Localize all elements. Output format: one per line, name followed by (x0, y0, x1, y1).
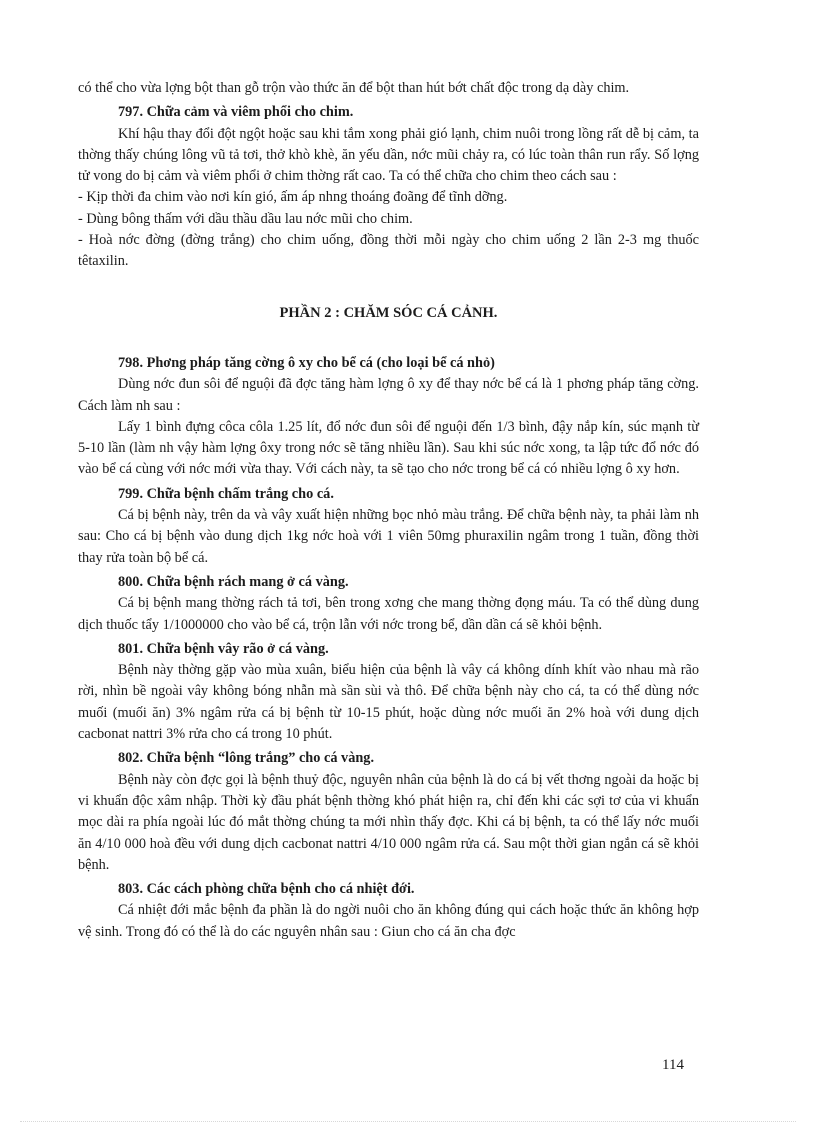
section-803-heading: 803. Các cách phòng chữa bệnh cho cá nhiệt đới. (118, 881, 415, 898)
page-content (78, 78, 699, 943)
intro-paragraph: có thể cho vừa lợng bột than gỗ trộn vào thức ăn để bột than hút bớt chất độc trong dạ dày chim. (78, 80, 630, 96)
section-800-heading: 800. Chữa bệnh rách mang ở cá vàng. (118, 573, 349, 590)
part-2-title: PHẦN 2 : CHĂM SÓC CÁ CẢNH. (279, 304, 498, 321)
section-802-heading: 802. Chữa bệnh “lông trắng” cho cá vàng. (118, 750, 375, 767)
section-798-paragraph-2: Lấy 1 bình đựng côca côla 1.25 lít, đổ nớc đun sôi để nguội đến 1/3 bình, đậy nắp kín, súc mạnh từ 5-10 lần (làm nh vậy hàm lợng ôxy trong nớc sẽ tăng nhiều lần). Sau khi súc nớc xong, ta lập tức đổ nớc đó vào bể cá cùng với nớc mới vừa thay. Với cách này, ta sẽ tạo cho nớc trong bể cá có nhiều lợng ô xy hơn. (78, 418, 699, 478)
section-798-heading: 798. Phơng pháp tăng cờng ô xy cho bể cá (cho loại bể cá nhỏ) (118, 354, 495, 371)
section-797-bullet-2: - Dùng bông thấm với dầu thầu dầu lau nớc mũi cho chim. (78, 210, 413, 227)
section-798-paragraph-1: Dùng nớc đun sôi để nguội đã đợc tăng hàm lợng ô xy để thay nớc bể cá là 1 phơng pháp tăng cờng. Cách làm nh sau : (78, 376, 699, 414)
section-801-paragraph: Bệnh này thờng gặp vào mùa xuân, biểu hiện của bệnh là vây cá không dính khít vào nhau mà rão rời, nhìn bề ngoài vây không bóng nhẫn mà sần sùi và thô. Để chữa bệnh này cho cá, ta có thể dùng nớc muối (muối ăn) 3% ngâm rửa cá bị bệnh từ 10-15 phút, hoặc dùng nớc muối ăn 2% hoà với dung dịch cacbonat nattri 3% rửa cho cá trong 10 phút. (78, 662, 699, 743)
section-797-bullet-1: - Kịp thời đa chim vào nơi kín gió, ấm áp nhng thoáng đoãng để tĩnh dỡng. (78, 189, 508, 206)
section-797-paragraph: Khí hậu thay đổi đột ngột hoặc sau khi tắm xong phải gió lạnh, chim nuôi trong lồng rất dễ bị cảm, ta thờng thấy chúng lông vũ tả tơi, thở khò khè, ăn yếu dần, nớc mũi chảy ra, có lúc toàn thân run rẩy. Số lợng tử vong do bị cảm và viêm phổi ở chim thờng rất cao. Ta có thể chữa cho chim theo cách sau : (78, 125, 699, 185)
section-799-heading: 799. Chữa bệnh chấm trắng cho cá. (118, 485, 334, 502)
bottom-divider (20, 1121, 796, 1122)
section-803-paragraph: Cá nhiệt đới mắc bệnh đa phần là do ngời nuôi cho ăn không đúng qui cách hoặc thức ăn không hợp vệ sinh. Trong đó có thể là do các nguyên nhân sau : Giun cho cá ăn cha đợc (78, 902, 699, 940)
section-800-paragraph: Cá bị bệnh mang thờng rách tả tơi, bên trong xơng che mang thờng đọng máu. Ta có thể dùng dung dịch thuốc tẩy 1/1000000 cho vào bể cá, trộn lẫn với nớc trong bể, dần dần cá sẽ khỏi bệnh. (78, 595, 699, 633)
section-797-heading: 797. Chữa cảm và viêm phổi cho chim. (118, 104, 354, 121)
page-number: 114 (662, 1057, 684, 1073)
section-802-paragraph: Bệnh này còn đợc gọi là bệnh thuỷ độc, nguyên nhân của bệnh là do cá bị vết thơng ngoài da hoặc bị vi khuẩn độc xâm nhập. Thời kỳ đầu phát bệnh thờng khó phát hiện ra, chỉ đến khi các sợi tơ của vi khuẩn mọc dài ra phía ngoài lúc đó mắt thờng chúng ta mới nhìn thấy đợc. Khi cá bị bệnh, ta có thể lấy nớc muối ăn 4/10 000 hoà đều với dung dịch cacbonat nattri 4/10 000 ngâm rửa cá. Sau một thời gian ngắn cá sẽ khỏi bệnh. (78, 771, 699, 873)
section-797-bullet-3: - Hoà nớc đờng (đờng trắng) cho chim uống, đồng thời mỗi ngày cho chim uống 2 lần 2-3 mg thuốc têtaxilin. (78, 232, 699, 270)
section-801-heading: 801. Chữa bệnh vây rão ở cá vàng. (118, 640, 329, 657)
section-799-paragraph: Cá bị bệnh này, trên da và vây xuất hiện những bọc nhỏ màu trắng. Để chữa bệnh này, ta phải làm nh sau: Cho cá bị bệnh vào dung dịch 1kg nớc hoà với 1 viên 50mg phuraxilin ngâm trong 1 tuần, đồng thời thay rửa toàn bộ bể cá. (78, 507, 699, 566)
